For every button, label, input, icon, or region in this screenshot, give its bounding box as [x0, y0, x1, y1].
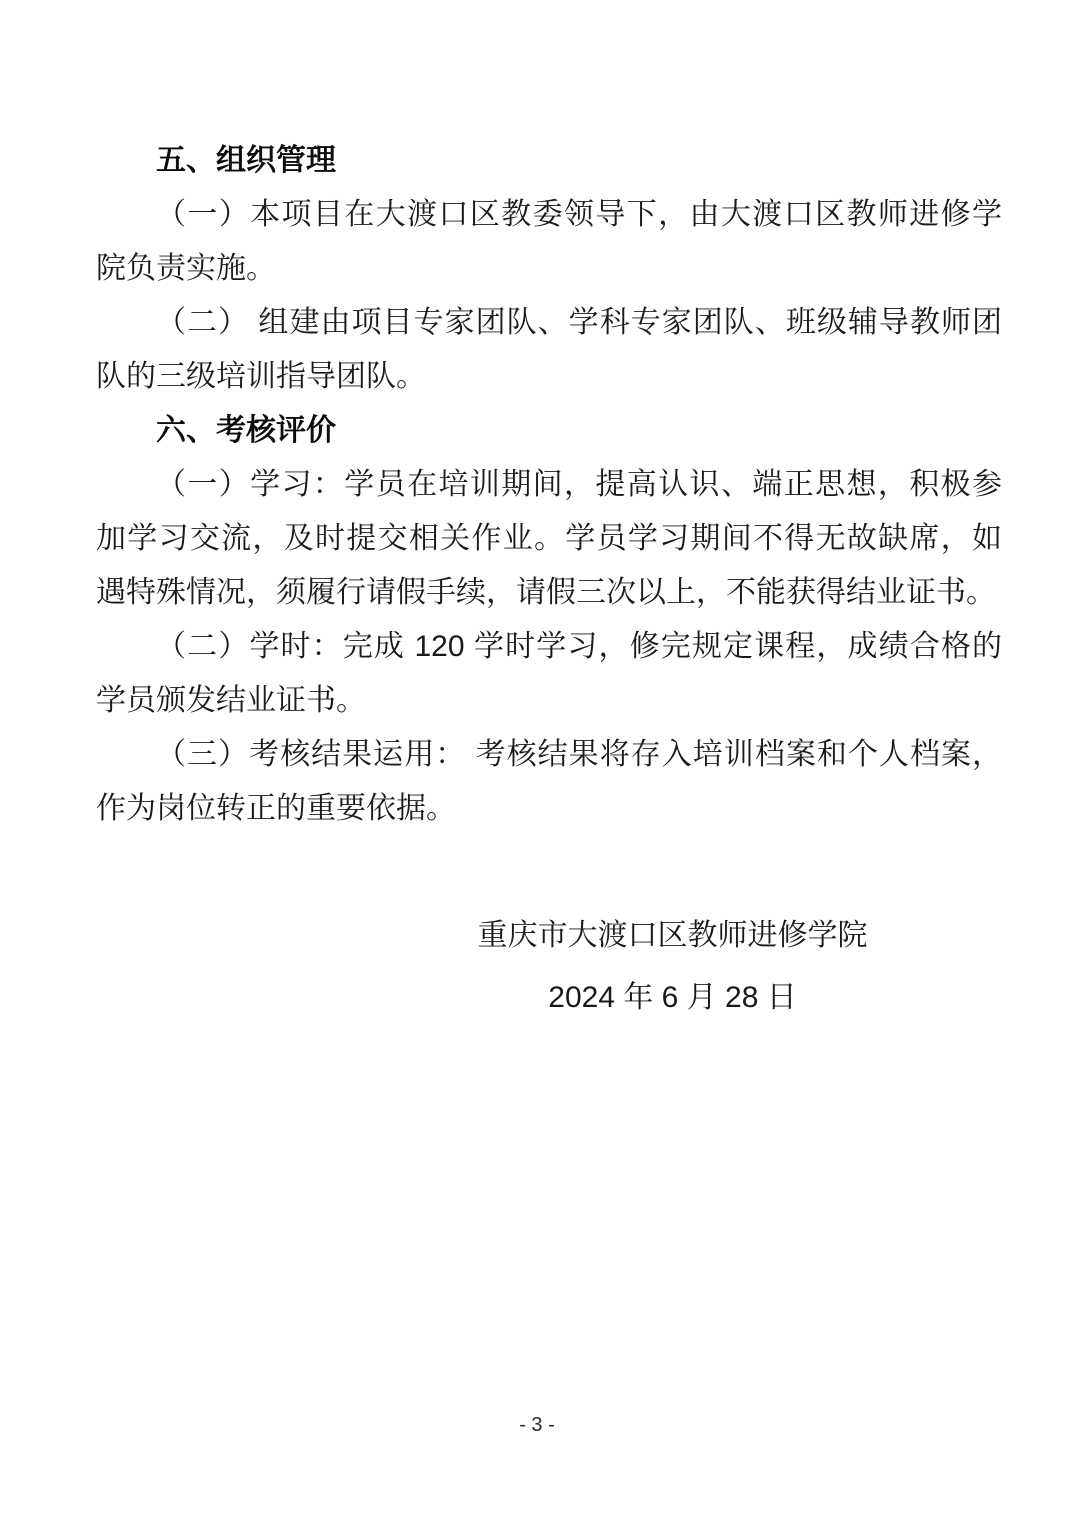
section6-para2-line2: 学员颁发结业证书。 — [96, 684, 366, 717]
section6-para1-line1: （一）学习：学员在培训期间，提高认识、端正思想，积极参 — [156, 468, 1002, 501]
signature-block — [96, 909, 1002, 1025]
section6-heading: 六、考核评价 — [156, 414, 336, 447]
section5-heading: 五、组织管理 — [156, 144, 336, 177]
section6-para2-line1: （二）学时：完成 120 学时学习，修完规定课程，成绩合格的 — [156, 630, 1002, 663]
section6-para3-line2: 作为岗位转正的重要依据。 — [96, 792, 456, 825]
section5-para1-line2: 院负责实施。 — [96, 252, 276, 285]
section5-para2-line2: 队的三级培训指导团队。 — [96, 360, 426, 393]
section6-para3-line1: （三）考核结果运用： 考核结果将存入培训档案和个人档案， — [156, 738, 1002, 771]
section5-para2-line1: （二） 组建由项目专家团队、学科专家团队、班级辅导教师团 — [156, 306, 1002, 339]
signature-date: 2024 年 6 月 28 日 — [548, 981, 797, 1014]
section6-para1-line3: 遇特殊情况，须履行请假手续，请假三次以上，不能获得结业证书。 — [96, 576, 996, 609]
document-body — [96, 134, 1002, 1025]
section6-para1-line2: 加学习交流，及时提交相关作业。学员学习期间不得无故缺席，如 — [96, 522, 1002, 555]
page-number: - 3 - — [519, 1414, 555, 1436]
section5-para1-line1: （一）本项目在大渡口区教委领导下，由大渡口区教师进修学 — [156, 198, 1002, 231]
signature-organization: 重庆市大渡口区教师进修学院 — [477, 919, 868, 952]
